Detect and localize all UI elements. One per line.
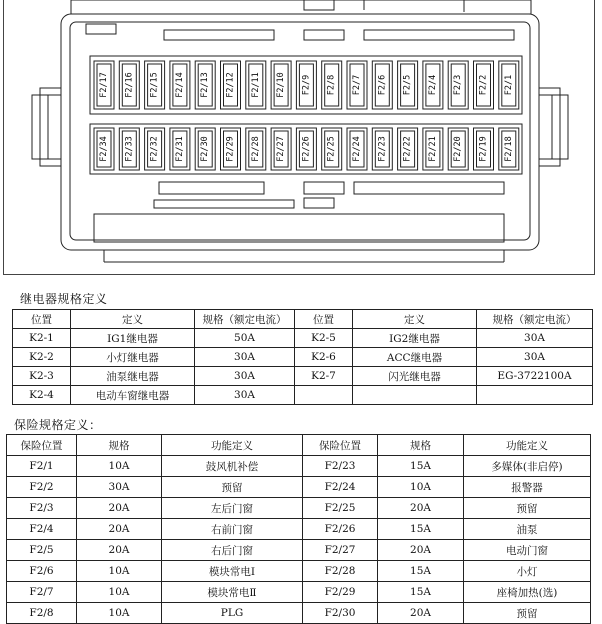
table-cell: 20A: [378, 603, 464, 624]
table-cell: 预留: [162, 477, 303, 498]
fuse-label: F2/2: [478, 74, 489, 96]
table-cell: 15A: [378, 456, 464, 477]
table-cell: K2-7: [295, 367, 353, 386]
fuse-box-diagram: [3, 0, 595, 275]
table-cell: 预留: [464, 498, 591, 519]
table-cell: [295, 386, 353, 405]
fuse-row: [7, 540, 591, 561]
fuse-label: F2/20: [453, 136, 464, 162]
table-cell: 电动门窗: [464, 540, 591, 561]
fuse-label: F2/24: [352, 136, 362, 162]
table-cell: F2/3: [7, 498, 77, 519]
table-cell: 10A: [378, 477, 464, 498]
fuse-label: F2/4: [427, 74, 438, 96]
fuse-label: F2/30: [200, 136, 211, 162]
table-cell: 鼓风机补偿: [162, 456, 303, 477]
table-cell: F2/29: [303, 582, 378, 603]
fuse-label: F2/32: [149, 136, 160, 162]
fuse-label: F2/5: [402, 74, 413, 96]
fuse-label: F2/8: [326, 74, 337, 96]
fuse-label: F2/16: [124, 72, 135, 98]
table-cell: K2-4: [13, 386, 71, 405]
relay-row: [13, 348, 593, 367]
table-cell: F2/24: [303, 477, 378, 498]
table-cell: K2-5: [295, 329, 353, 348]
table-cell: 座椅加热(选): [464, 582, 591, 603]
table-cell: 15A: [378, 561, 464, 582]
relay-row: [13, 329, 593, 348]
table-cell: F2/27: [303, 540, 378, 561]
table-cell: 电动车窗继电器: [71, 386, 195, 405]
table-cell: K2-1: [13, 329, 71, 348]
fuse-label: F2/17: [99, 72, 109, 98]
table-cell: 30A: [477, 329, 593, 348]
table-cell: [477, 386, 593, 405]
fuse-label: F2/19: [478, 136, 489, 162]
table-cell: 50A: [195, 329, 295, 348]
table-cell: F2/6: [7, 561, 77, 582]
table-cell: 预留: [464, 603, 591, 624]
table-cell: 30A: [477, 348, 593, 367]
table-cell: 20A: [378, 498, 464, 519]
fuse-label: F2/14: [174, 72, 185, 98]
relay-col-spec-2: 规格（额定电流）: [477, 310, 593, 329]
fuse-label: F2/28: [250, 136, 261, 162]
table-cell: F2/2: [7, 477, 77, 498]
fuse-label: F2/6: [377, 74, 388, 96]
relay-col-definition-1: 定义: [71, 310, 195, 329]
relay-section-title: 继电器规格定义: [20, 292, 108, 306]
table-cell: 20A: [77, 540, 162, 561]
table-cell: F2/5: [7, 540, 77, 561]
top-fuse-row: [94, 61, 519, 109]
fuse-label: F2/18: [503, 136, 514, 162]
table-cell: 15A: [378, 519, 464, 540]
relay-col-position-1: 位置: [13, 310, 71, 329]
fuse-label: F2/9: [301, 74, 312, 96]
fuse-row: [7, 561, 591, 582]
table-cell: 10A: [77, 603, 162, 624]
table-cell: F2/8: [7, 603, 77, 624]
fuse-col-function-2: 功能定义: [464, 435, 591, 456]
table-cell: K2-3: [13, 367, 71, 386]
fuse-label: F2/7: [352, 74, 362, 96]
fuse-box-drawing: [4, 0, 596, 275]
table-cell: 20A: [77, 519, 162, 540]
fuse-label: F2/31: [174, 136, 185, 162]
fuse-col-position-1: 保险位置: [7, 435, 77, 456]
table-cell: F2/28: [303, 561, 378, 582]
relay-col-definition-2: 定义: [353, 310, 477, 329]
fuse-row: [7, 456, 591, 477]
table-cell: 油泵: [464, 519, 591, 540]
table-cell: 10A: [77, 456, 162, 477]
table-cell: K2-6: [295, 348, 353, 367]
fuse-label: F2/27: [276, 136, 287, 162]
table-cell: IG2继电器: [353, 329, 477, 348]
fuse-row: [7, 519, 591, 540]
table-cell: F2/4: [7, 519, 77, 540]
table-cell: 15A: [378, 582, 464, 603]
table-cell: F2/25: [303, 498, 378, 519]
relay-col-spec-1: 规格（额定电流）: [195, 310, 295, 329]
table-cell: 10A: [77, 561, 162, 582]
table-cell: EG-3722100A: [477, 367, 593, 386]
table-cell: [353, 386, 477, 405]
table-cell: 小灯: [464, 561, 591, 582]
table-cell: 小灯继电器: [71, 348, 195, 367]
relay-table-header: [13, 310, 593, 329]
table-cell: 30A: [195, 367, 295, 386]
relay-spec-table: [12, 309, 593, 405]
table-cell: F2/23: [303, 456, 378, 477]
fuse-label: F2/21: [427, 136, 438, 162]
table-cell: 10A: [77, 582, 162, 603]
table-cell: 右后门窗: [162, 540, 303, 561]
table-cell: F2/26: [303, 519, 378, 540]
fuse-label: F2/15: [149, 72, 160, 98]
table-cell: 20A: [378, 540, 464, 561]
relay-row: [13, 367, 593, 386]
relay-col-position-2: 位置: [295, 310, 353, 329]
fuse-col-spec-2: 规格: [378, 435, 464, 456]
fuse-label: F2/12: [225, 72, 236, 98]
fuse-label: F2/13: [200, 72, 211, 98]
fuse-label: F2/10: [276, 72, 287, 98]
bottom-fuse-row: [94, 128, 519, 170]
fuse-spec-table: [6, 434, 591, 624]
table-cell: 20A: [77, 498, 162, 519]
fuse-row: [7, 498, 591, 519]
table-cell: F2/7: [7, 582, 77, 603]
table-cell: 油泵继电器: [71, 367, 195, 386]
fuse-col-function-1: 功能定义: [162, 435, 303, 456]
fuse-row: [7, 603, 591, 624]
fuse-section-title: 保险规格定义：: [14, 418, 102, 432]
fuse-col-position-2: 保险位置: [303, 435, 378, 456]
fuse-label: F2/11: [250, 72, 261, 98]
fuse-col-spec-1: 规格: [77, 435, 162, 456]
table-cell: PLG: [162, 603, 303, 624]
table-cell: 右前门窗: [162, 519, 303, 540]
table-cell: 30A: [195, 348, 295, 367]
table-cell: 左后门窗: [162, 498, 303, 519]
table-cell: 多媒体(非启停): [464, 456, 591, 477]
table-cell: IG1继电器: [71, 329, 195, 348]
fuse-label: F2/33: [124, 136, 135, 162]
table-cell: ACC继电器: [353, 348, 477, 367]
table-cell: F2/1: [7, 456, 77, 477]
table-cell: 30A: [77, 477, 162, 498]
fuse-label: F2/34: [99, 136, 109, 162]
table-cell: F2/30: [303, 603, 378, 624]
fuse-row: [7, 582, 591, 603]
fuse-label: F2/23: [377, 136, 388, 162]
fuse-label: F2/1: [503, 74, 514, 96]
table-cell: K2-2: [13, 348, 71, 367]
fuse-label: F2/3: [453, 74, 464, 96]
table-cell: 模块常电Ⅰ: [162, 561, 303, 582]
table-cell: 报警器: [464, 477, 591, 498]
table-cell: 30A: [195, 386, 295, 405]
fuse-label: F2/29: [225, 136, 236, 162]
fuse-row: [7, 477, 591, 498]
fuse-label: F2/25: [326, 136, 337, 162]
relay-row: [13, 386, 593, 405]
fuse-label: F2/26: [301, 136, 312, 162]
table-cell: 闪光继电器: [353, 367, 477, 386]
fuse-table-header: [7, 435, 591, 456]
fuse-label: F2/22: [402, 136, 413, 162]
table-cell: 模块常电Ⅱ: [162, 582, 303, 603]
